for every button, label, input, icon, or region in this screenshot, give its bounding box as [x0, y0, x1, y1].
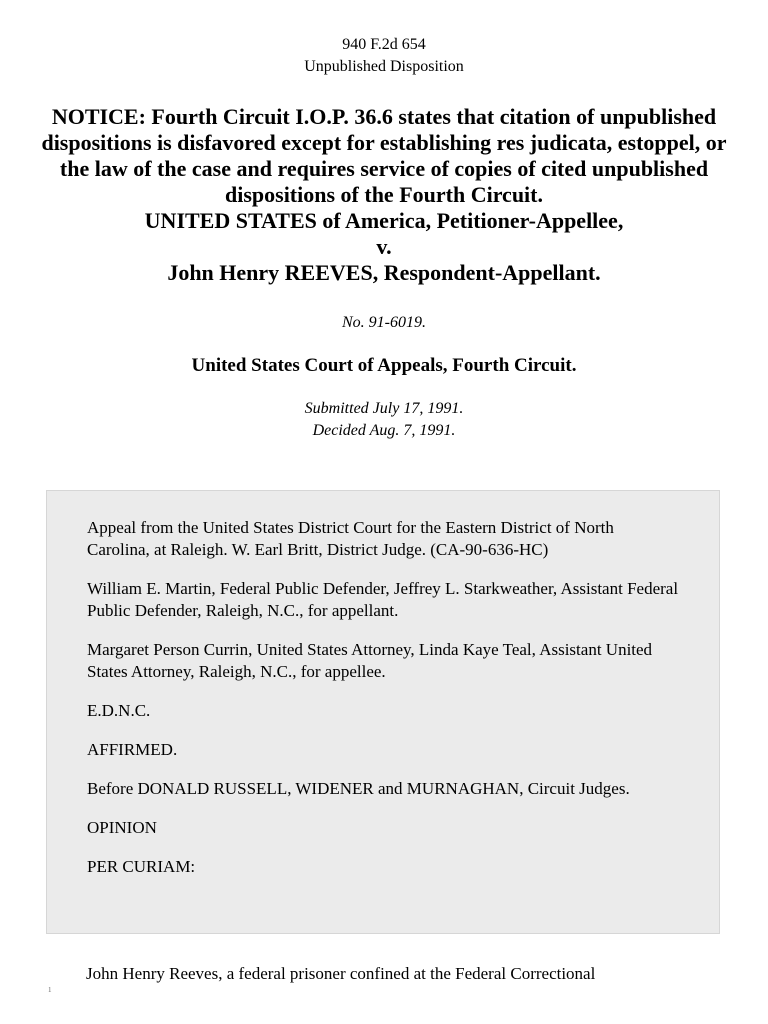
notice-text: NOTICE: Fourth Circuit I.O.P. 36.6 states that citation of unpublished dispositions is disfavored except for establishing res judicata, estoppel, or the law of the case and requires service of copies of cited unpublished dispositions of the Fourth Circuit. — [41, 104, 727, 207]
disposition-result: AFFIRMED. — [87, 740, 178, 759]
citation: 940 F.2d 654 — [342, 36, 426, 53]
case-dates — [0, 398, 768, 442]
party-appellee: UNITED STATES of America, Petitioner-Appellee, — [144, 208, 624, 233]
disposition-type: Unpublished Disposition — [304, 58, 464, 75]
docket-number: No. 91-6019. — [342, 314, 426, 331]
party-appellant: John Henry REEVES, Respondent-Appellant. — [167, 260, 601, 285]
appellant-counsel: William E. Martin, Federal Public Defender, Jeffrey L. Starkweather, Assistant Federal Public Defender, Raleigh, N.C., for appellant. — [87, 579, 679, 620]
case-title — [40, 104, 728, 286]
per-curiam-label: PER CURIAM: — [87, 857, 196, 876]
panel-judges: Before DONALD RUSSELL, WIDENER and MURNAGHAN, Circuit Judges. — [87, 779, 630, 798]
case-summary-box — [46, 490, 720, 934]
paragraph-marker: 1 — [48, 986, 52, 994]
opinion-label: OPINION — [87, 818, 157, 837]
district-abbrev: E.D.N.C. — [87, 701, 151, 720]
court-name: United States Court of Appeals, Fourth Circuit. — [191, 355, 577, 376]
appellee-counsel: Margaret Person Currin, United States Attorney, Linda Kaye Teal, Assistant United States Attorney, Raleigh, N.C., for appellee. — [87, 640, 653, 681]
versus: v. — [376, 234, 392, 259]
appeal-info: Appeal from the United States District Court for the Eastern District of North Carolina, at Raleigh. W. Earl Britt, District Judge. (CA-90-636-HC) — [87, 518, 614, 559]
decided-date: Decided Aug. 7, 1991. — [312, 422, 456, 439]
submitted-date: Submitted July 17, 1991. — [304, 400, 464, 417]
document-header — [0, 0, 768, 78]
opinion-body-first-line: John Henry Reeves, a federal prisoner confined at the Federal Correctional — [86, 964, 596, 983]
